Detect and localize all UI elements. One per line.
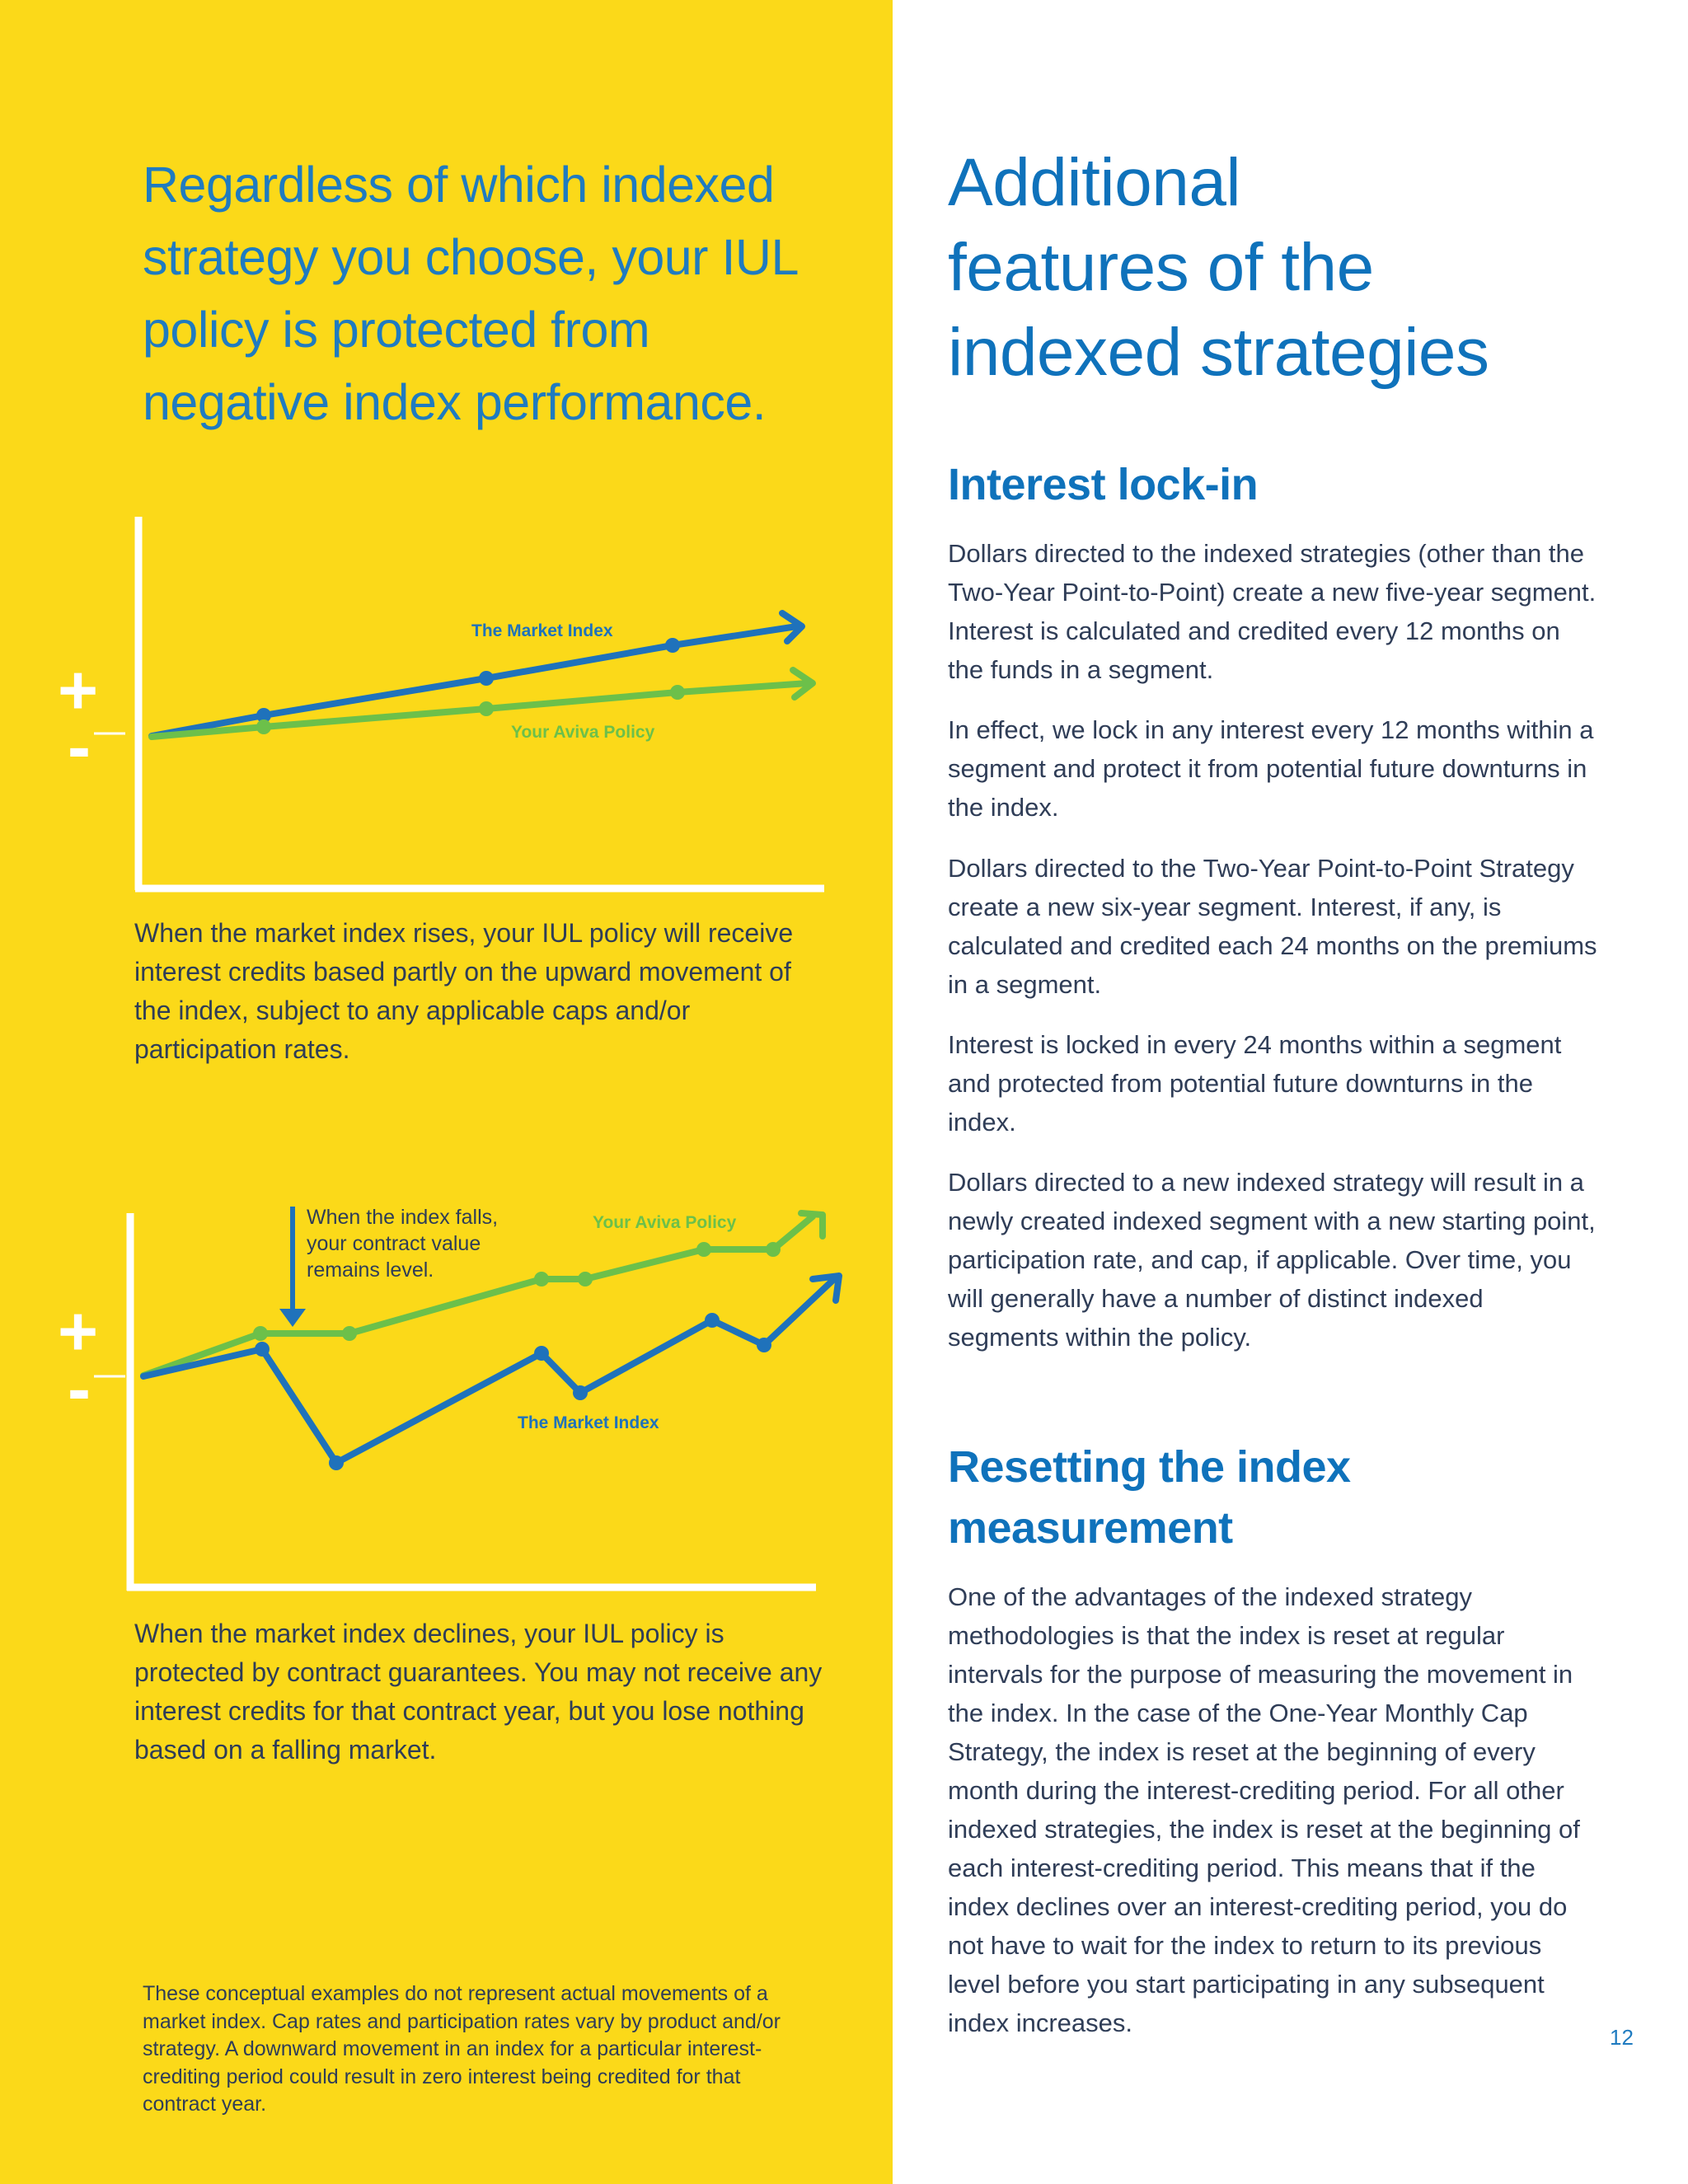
market-index-point [534, 1346, 549, 1361]
lock-in-paragraph: Dollars directed to a new indexed strategy will result in a newly created indexed segment with a new starting point, participation rate, and cap, if applicable. Over time, you will generally have a number of distinct indexed segments within the policy. [948, 1168, 1596, 1352]
policy-point [479, 701, 494, 716]
plus-sign: + [58, 1292, 99, 1370]
resetting-heading-line: measurement [948, 1503, 1233, 1553]
page-number: 12 [1610, 2025, 1634, 2050]
resetting-paragraph: One of the advantages of the indexed strategy methodologies is that the index is reset at regular intervals for the purpose of measuring the movement in the index. In the case of the One-Year Monthly Cap Strategy, the index is reset at the beginning of every month during the interest-crediting period. For all other indexed strategies, the index is reset at the beginning of each interest-crediting period. This means that if the index declines over an interest-crediting period, you do not have to wait for the index to return to its previous level before you start participating in any subsequent index increases. [948, 1582, 1580, 2037]
policy-point [534, 1272, 549, 1286]
rising-market-chart [49, 511, 841, 898]
page-title-line: indexed strategies [948, 315, 1489, 390]
intro-statement: Regardless of which indexed strategy you choose, your IUL policy is protected from negative index performance. [143, 157, 797, 430]
policy-point [256, 719, 271, 734]
market-index-point [573, 1385, 588, 1400]
policy-point [670, 685, 685, 700]
interest-lock-in-heading: Interest lock-in [948, 460, 1259, 509]
plus-sign: + [58, 651, 99, 729]
market-index-label: The Market Index [471, 621, 613, 640]
market-index-point [757, 1338, 771, 1352]
market-index-line [152, 626, 797, 736]
lock-in-paragraph: In effect, we lock in any interest every 12 months within a segment and protect it from potential future downturns in the index. [948, 715, 1594, 822]
policy-label: Your Aviva Policy [593, 1213, 737, 1232]
resetting-heading-line: Resetting the index [948, 1442, 1351, 1492]
page-title [948, 140, 1607, 395]
note-text-line: When the index falls, [307, 1206, 499, 1229]
policy-point [342, 1326, 357, 1341]
lock-in-paragraph: Dollars directed to the Two-Year Point-to-Point Strategy create a new six-year segment. Interest, if any, is calculated and credited each 24 months on the premiums in a segment. [948, 854, 1597, 999]
market-index-point [705, 1313, 720, 1328]
falling-market-caption: When the market index declines, your IUL policy is protected by contract guarantees. You may not receive any interest credits for that contract year, but you lose nothing based on a falling market. [134, 1619, 823, 1765]
page-title-line: features of the [948, 230, 1374, 305]
market-index-line [143, 1279, 834, 1463]
market-index-label: The Market Index [518, 1413, 659, 1432]
rising-market-caption: When the market index rises, your IUL policy will receive interest credits based partly on the upward movement of the index, subject to any applicable caps and/or participation rates. [134, 918, 794, 1064]
market-index-point [255, 1342, 270, 1357]
policy-point [766, 1242, 781, 1257]
market-index-point [665, 638, 680, 653]
policy-point [578, 1272, 593, 1286]
market-index-point [479, 671, 494, 686]
policy-point [696, 1242, 711, 1257]
note-text-line: remains level. [307, 1258, 434, 1282]
resetting-heading [948, 1436, 1351, 1558]
note-arrow-head [279, 1309, 306, 1327]
lock-in-paragraph: Dollars directed to the indexed strategies (other than the Two-Year Point-to-Point) create a new five-year segment. Interest is calculated and credited every 12 months on the funds in a segment. [948, 539, 1597, 684]
market-index-point [329, 1455, 344, 1470]
note-text-line: your contract value [307, 1232, 481, 1255]
policy-label: Your Aviva Policy [511, 723, 655, 742]
disclaimer: These conceptual examples do not represent actual movements of a market index. Cap rates and participation rates vary by product and/or strategy. A downward movement in an index for a particular interest-crediting period could result in zero interest being credited for that contract year. [143, 1982, 781, 2116]
rising-market-chart-svg [49, 511, 841, 898]
falling-market-chart [49, 1187, 841, 1599]
policy-point [253, 1326, 268, 1341]
page-title-line: Additional [948, 145, 1241, 220]
minus-sign: - [68, 708, 91, 785]
lock-in-paragraph: Interest is locked in every 24 months within a segment and protected from potential future downturns in the index. [948, 1030, 1562, 1137]
minus-sign: - [68, 1350, 91, 1427]
falling-market-chart-svg [49, 1187, 841, 1599]
